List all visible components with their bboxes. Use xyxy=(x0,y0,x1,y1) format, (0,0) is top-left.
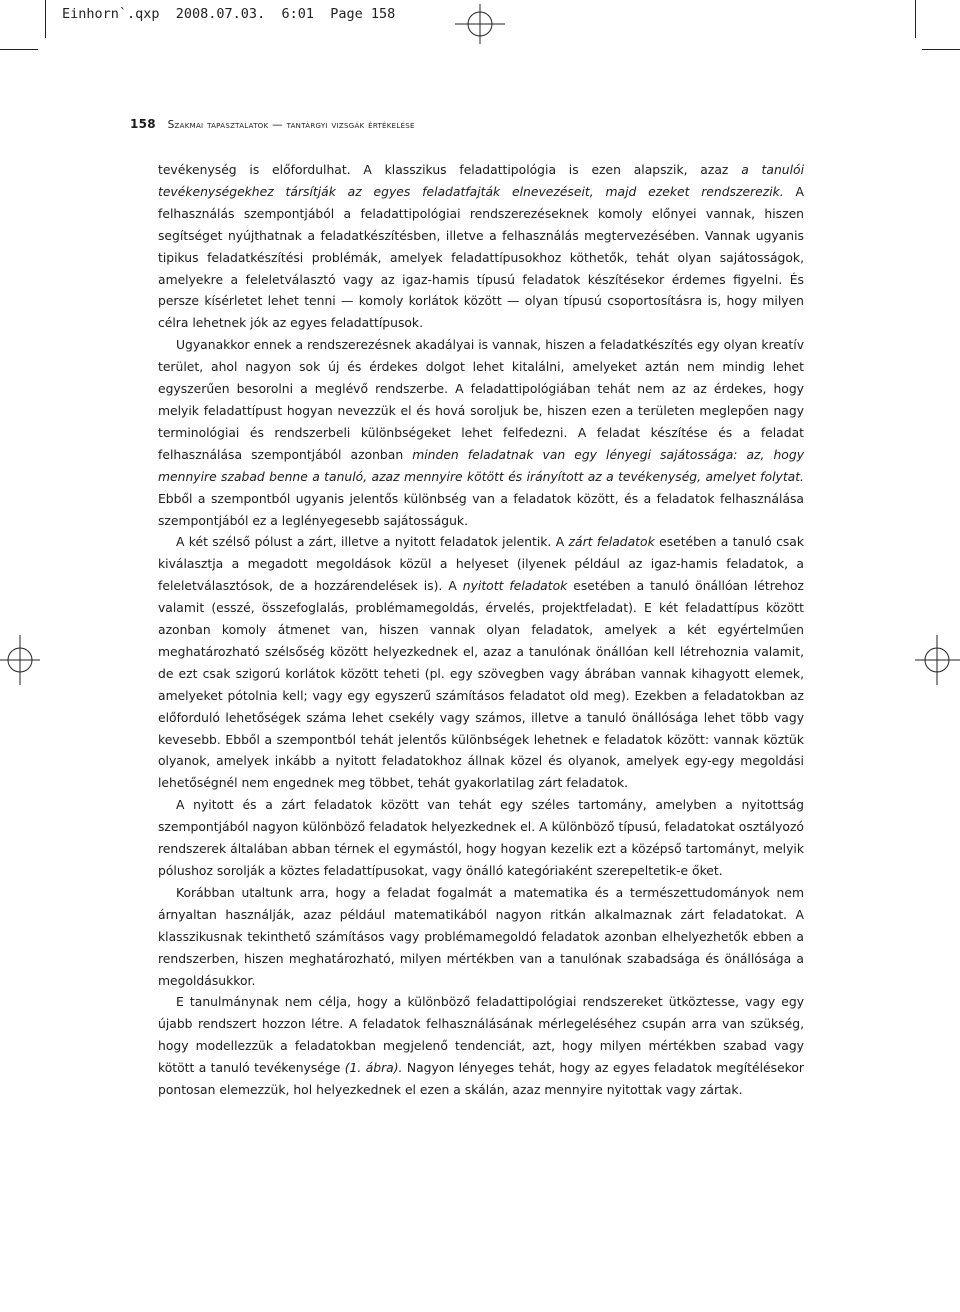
text-run: Ugyanakkor ennek a rendszerezésnek akadályai is vannak, hiszen a feladatkészítés egy olyan kreatív terület, ahol nagyon sok új és érdekes dolgot lehet kitalálni, amelyeket aztán nem mindig lehet egyszerűen besorolni a meglévő rendszerbe. A feladattipológiában tehát nem az az érdekes, hogy melyik feladattípust hogyan nevezzük el és hová soroljuk be, hiszen ezen a területen meglepően nagy terminológiai és rendszerbeli különbségeket lehet felfedezni. A feladat készítése és a feladat felhasználása szempontjából azonban xyxy=(158,338,804,462)
running-head-title: Szakmai tapasztalatok — tantárgyi vizsgák értékelése xyxy=(167,119,415,131)
emphasized-text: minden feladatnak van egy lényegi sajátossága: az, hogy mennyire szabad benne a tanuló, azaz mennyire kötött és irányított az a tevékenység, amelyet folytat. xyxy=(158,447,804,484)
paragraph xyxy=(158,883,804,993)
text-run: A két szélső pólust a zárt, illetve a nyitott feladatok jelentik. A xyxy=(176,535,569,550)
paragraph xyxy=(158,335,804,532)
text-run: tevékenység is előfordulhat. A klasszikus feladattipológia is ezen alapszik, azaz xyxy=(158,163,742,177)
print-slug: Einhorn`.qxp 2008.07.03. 6:01 Page 158 xyxy=(62,6,396,22)
crop-mark-top-left-vertical xyxy=(45,0,46,38)
crop-mark-top-right-horizontal xyxy=(922,49,960,50)
text-run: esetében a tanuló csak kiválasztja a megadott megoldások közül a helyeset (ilyenek például az igaz-hamis feladatok, a feleletválasztósok, de a hozzárendelések is). A xyxy=(158,535,805,594)
crop-mark-top-left-horizontal xyxy=(0,49,38,50)
registration-mark-top xyxy=(455,4,505,44)
text-run: A felhasználás szempontjából a feladattipológiai rendszerezéseknek komoly előnyei vannak, hiszen segítséget nyújthatnak a feladatkészítésben, illetve a felhasználás megtervezésében. Vannak ugyanis tipikus feladatkészítési problémák, amelyek feladattípusokhoz köthetők, tehát olyan sajátosságok, amelyekre a feleletválasztó vagy az igaz-hamis típusú feladatok készítésekor érdemes figyelni. És persze kísérletet lehet tenni — komoly korlátok között — olyan típusú csoportosításra is, hogy milyen célra lehetnek jók az egyes feladattípusok. xyxy=(158,184,804,331)
emphasized-text: nyitott feladatok xyxy=(462,579,568,594)
registration-mark-right xyxy=(915,635,960,685)
page-number: 158 xyxy=(130,117,156,131)
paragraph xyxy=(158,532,804,795)
paragraph xyxy=(158,795,804,883)
text-run: Ebből a szempontból ugyanis jelentős különbség van a feladatok között, és a feladatok felhasználása szempontjából ez a leglényegesebb sajátosságuk. xyxy=(158,491,804,528)
text-run: E tanulmánynak nem célja, hogy a különböző feladattipológiai rendszereket ütköztesse, vagy egy újabb rendszert hozzon létre. A feladatok felhasználásának mérlegeléséhez csupán arra van szükség, hogy modellezzük a feladatokban megjelenő tendenciát, azt, hogy milyen mértékben szabad vagy kötött a tanuló tevékenysége xyxy=(158,995,804,1076)
paragraph xyxy=(158,160,804,335)
paragraph xyxy=(158,992,804,1102)
emphasized-text: (1. ábra). xyxy=(344,1061,403,1076)
emphasized-text: zárt feladatok xyxy=(568,535,655,550)
emphasized-text: a tanulói tevékenységekhez társítják az egyes feladatfajták elnevezéseit, majd ezeket rendszerezik. xyxy=(158,163,804,199)
crop-mark-top-right-vertical xyxy=(915,0,916,38)
running-head xyxy=(130,117,415,131)
body-text xyxy=(158,160,804,1102)
text-run: Nagyon lényeges tehát, hogy az egyes feladatok megítélésekor pontosan elemezzük, hol helyezkednek el ezen a skálán, azaz mennyire nyitottak vagy zártak. xyxy=(158,1061,805,1098)
text-run: A nyitott és a zárt feladatok között van tehát egy széles tartomány, amelyben a nyitottság szempontjából nagyon különböző feladatok helyezkednek el. A különböző típusú, feladatokat osztályozó rendszerek általában abban térnek el egymástól, hogy hogyan kezelik ezt a középső tartományt, melyik pólushoz sorolják a köztes feladattípusokat, vagy önálló kategóriaként szerepeltetik-e őket. xyxy=(158,798,804,878)
text-run: esetében a tanuló önállóan létrehoz valamit (esszé, összefoglalás, problémamegoldás, érvelés, projektfeladat). E két feladattípus között azonban komoly átmenet van, hiszen vannak olyan feladatok, amelyek a két egyértelműen meghatározható szélsőség között helyezkednek el, azaz a tanulónak önállóan kell létrehoznia valamit, de ezt csak szigorú korlátok között teheti (pl. egy szövegben vagy ábrában vannak kihagyott elemek, amelyeket pótolnia kell; vagy egy egyszerű számításos feladatot old meg). Ezekben a feladatokban az előforduló lehetőségek száma lehet csekély vagy számos, illetve a tanuló önállósága lehet több vagy kevesebb. Ebből a szempontból tehát jelentős különbségek lehetnek e feladatok között: vannak köztük olyanok, amelyek inkább a nyitott feladatokhoz állnak közel és olyanok, amelyek egy-egy megoldási lehetőségnél nem engednek meg többet, tehát gyakorlatilag zárt feladatok. xyxy=(158,579,804,791)
text-run: Korábban utaltunk arra, hogy a feladat fogalmát a matematika és a természettudományok nem árnyaltan használják, azaz például matematikából nagyon ritkán alkalmaznak zárt feladatokat. A klasszikusnak tekinthető számításos vagy problémamegoldó feladatok azonban elhelyezhetők ebben a rendszerben, hiszen meghatározható, milyen mértékben van a tanulónak szabadsága és önállósága a megoldásukkor. xyxy=(158,885,804,988)
registration-mark-left xyxy=(0,635,40,685)
